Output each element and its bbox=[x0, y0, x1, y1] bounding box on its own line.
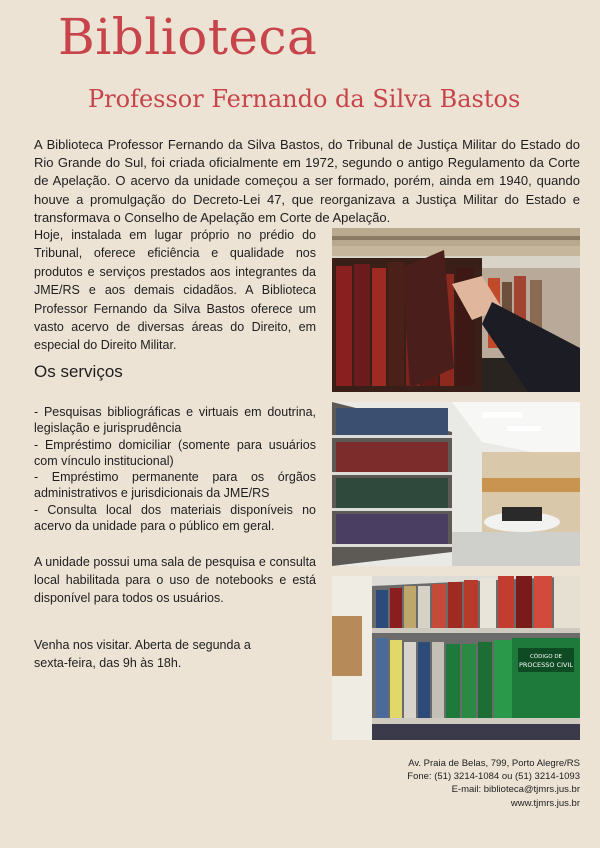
contact-email[interactable]: E-mail: biblioteca@tjmrs.jus.br bbox=[451, 784, 580, 796]
page-title: Biblioteca bbox=[58, 8, 318, 66]
book-spine-line-2: PROCESSO CIVIL bbox=[518, 661, 574, 669]
services-heading: Os serviços bbox=[34, 362, 123, 381]
contact-address: Av. Praia de Belas, 799, Porto Alegre/RS bbox=[408, 758, 580, 769]
service-item: - Empréstimo domiciliar (somente para usuários com vínculo institucional) bbox=[34, 437, 316, 468]
photo-bookshelf-hand bbox=[332, 228, 580, 392]
visit-paragraph: Venha nos visitar. Aberta de segunda a sexta-feira, das 9h às 18h. bbox=[34, 638, 251, 671]
book-spine-line-1: CÓDIGO DE bbox=[529, 654, 563, 660]
page-subtitle: Professor Fernando da Silva Bastos bbox=[88, 85, 521, 113]
services-list bbox=[34, 404, 316, 534]
today-section bbox=[34, 226, 316, 355]
contact-phone: Fone: (51) 3214-1084 ou (51) 3214-1093 bbox=[407, 771, 580, 783]
photo-library-shelves bbox=[332, 402, 580, 566]
today-paragraph: Hoje, instalada em lugar próprio no prédio do Tribunal, oferece eficiência e qualidade nos produtos e serviços prestados aos integrantes da JME/RS e aos demais cidadãos. A Biblioteca Professor Fernando da Silva Bastos oferece um vasto acervo de diversas áreas do Direito, em especial do Direito Militar. bbox=[34, 228, 316, 353]
contact-block bbox=[407, 757, 580, 810]
intro-paragraph: A Biblioteca Professor Fernando da Silva Bastos, do Tribunal de Justiça Militar do Estado do Rio Grande do Sul, foi criada oficialmente em 1972, segundo o antigo Regulamento da Corte de Apelação. O acervo da unidade começou a ser formado, porém, ainda em 1940, quando houve a promulgação do Decreto-Lei 47, que reorganizava a Justiça Militar do Estado e transformava o Conselho de Apelação em Corte de Apelação. bbox=[34, 137, 580, 225]
service-item: - Empréstimo permanente para os órgãos administrativos e jurisdicionais da JME/RS bbox=[34, 470, 316, 501]
photo-law-books bbox=[332, 576, 580, 740]
research-room-paragraph: A unidade possui uma sala de pesquisa e consulta local habilitada para o uso de notebooks e está disponível para todos os usuários. bbox=[34, 555, 316, 606]
service-item: - Pesquisas bibliográficas e virtuais em doutrina, legislação e jurisprudência bbox=[34, 405, 316, 436]
service-item: - Consulta local dos materiais disponíveis no acervo da unidade para o público em geral. bbox=[34, 502, 316, 534]
contact-website[interactable]: www.tjmrs.jus.br bbox=[510, 797, 580, 809]
